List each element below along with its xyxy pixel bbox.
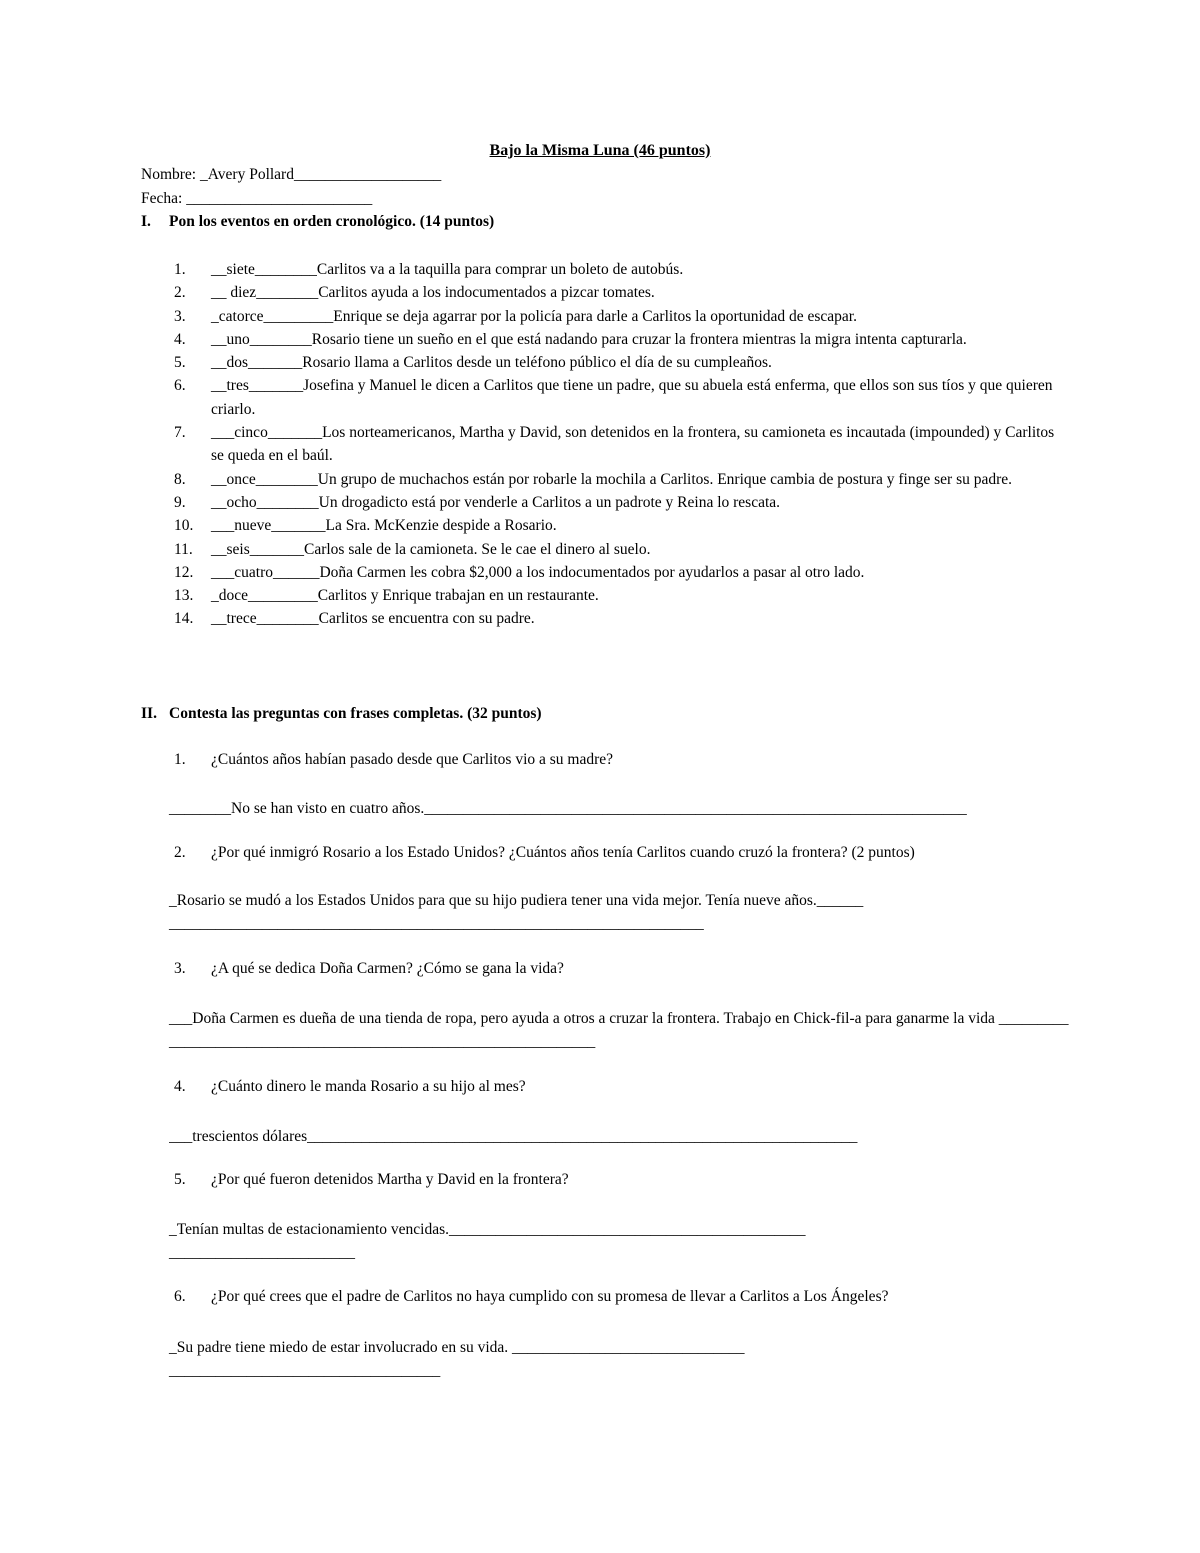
list-item: [141, 607, 1061, 630]
event-text[interactable]: __ diez________Carlitos ayuda a los indocumentados a pizcar tomates.: [211, 284, 655, 302]
section-2-title: Contesta las preguntas con frases completas. (32 puntos): [169, 705, 542, 722]
answer-1[interactable]: ________No se han visto en cuatro años.______________________________________________________________________: [169, 800, 967, 817]
event-text[interactable]: __trece________Carlitos se encuentra con su padre.: [211, 610, 535, 628]
question-5: [141, 1171, 569, 1189]
item-number: 5.: [174, 354, 186, 372]
item-number: 6.: [174, 377, 186, 395]
item-number: 9.: [174, 493, 186, 511]
list-item: [141, 584, 1061, 607]
list-item: [141, 374, 1061, 421]
question-4: [141, 1078, 526, 1096]
item-number: 4.: [174, 330, 186, 348]
item-number: 10.: [174, 517, 194, 535]
question-number: 6.: [174, 1288, 186, 1305]
question-3: [141, 960, 564, 978]
item-number: 1.: [174, 261, 186, 278]
events-list: [141, 258, 1061, 631]
item-number: 13.: [174, 587, 194, 605]
event-text[interactable]: __tres_______Josefina y Manuel le dicen a Carlitos que tiene un padre, que su abuela está enferma, que ellos son sus tíos y que quieren criarlo.: [211, 377, 1053, 418]
question-text: ¿Por qué fueron detenidos Martha y David en la frontera?: [211, 1171, 569, 1188]
fecha-row: [141, 190, 372, 208]
section-2-heading: [141, 705, 542, 723]
section-2-number: II.: [141, 705, 157, 722]
event-text[interactable]: __ocho________Un drogadicto está por venderle a Carlitos a un padrote y Reina lo rescata.: [211, 493, 781, 511]
nombre-label: Nombre:: [141, 166, 197, 183]
answer-3[interactable]: ___Doña Carmen es dueña de una tienda de ropa, pero ayuda a otros a cruzar la frontera. Trabajo en Chick-fil-a para ganarme la vida ________________________________________________________________: [169, 1010, 1069, 1051]
list-item: [141, 491, 1061, 514]
section-1-heading: [141, 213, 494, 231]
page-title: Bajo la Misma Luna (46 puntos): [489, 142, 711, 159]
event-text[interactable]: __uno________Rosario tiene un sueño en el que está nadando para cruzar la frontera mientras la migra intenta capturarla.: [211, 330, 967, 348]
list-item: [141, 561, 1061, 584]
list-item: [141, 421, 1061, 468]
event-text[interactable]: ___cuatro______Doña Carmen les cobra $2,000 a los indocumentados por ayudarlos a pasar al otro lado.: [211, 563, 865, 581]
item-number: 8.: [174, 470, 186, 488]
answer-4[interactable]: ___trescientos dólares_______________________________________________________________________: [169, 1128, 858, 1145]
nombre-field[interactable]: _Avery Pollard___________________: [199, 166, 442, 183]
item-number: 3.: [174, 307, 186, 325]
event-text[interactable]: __dos_______Rosario llama a Carlitos desde un teléfono público el día de su cumpleaños.: [211, 354, 772, 372]
item-number: 11.: [174, 540, 193, 558]
event-text[interactable]: _doce_________Carlitos y Enrique trabajan en un restaurante.: [211, 587, 599, 605]
question-6: [141, 1288, 888, 1306]
list-item: [141, 328, 1061, 351]
fecha-label: Fecha:: [141, 190, 183, 207]
section-1-title: Pon los eventos en orden cronológico. (14 puntos): [169, 213, 495, 230]
event-text[interactable]: __once________Un grupo de muchachos están por robarle la mochila a Carlitos. Enrique cambia de postura y finge ser su padre.: [211, 470, 1013, 488]
list-item: [141, 538, 1061, 561]
question-2: [141, 844, 915, 862]
list-item: [141, 258, 1061, 281]
question-text: ¿A qué se dedica Doña Carmen? ¿Cómo se gana la vida?: [211, 960, 564, 977]
event-text[interactable]: ___nueve_______La Sra. McKenzie despide a Rosario.: [211, 517, 557, 535]
item-number: 2.: [174, 284, 186, 302]
list-item: [141, 281, 1061, 304]
list-item: [141, 305, 1061, 328]
section-1-number: I.: [141, 213, 151, 230]
item-number: 14.: [174, 610, 194, 628]
list-item: [141, 351, 1061, 374]
question-text: ¿Cuántos años habían pasado desde que Carlitos vio a su madre?: [211, 751, 614, 768]
nombre-row: [141, 166, 441, 184]
question-1: [141, 751, 613, 769]
event-text[interactable]: __seis_______Carlos sale de la camioneta. Se le cae el dinero al suelo.: [211, 540, 651, 558]
answer-6[interactable]: _Su padre tiene miedo de estar involucrado en su vida. _________________________________________________________________: [169, 1339, 745, 1380]
fecha-field[interactable]: ________________________: [186, 190, 373, 207]
item-number: 12.: [174, 563, 194, 581]
answer-5[interactable]: _Tenían multas de estacionamiento vencidas.______________________________________________________________________: [169, 1221, 806, 1262]
question-text: ¿Por qué inmigró Rosario a los Estado Unidos? ¿Cuántos años tenía Carlitos cuando cruzó la frontera? (2 puntos): [211, 844, 915, 861]
question-text: ¿Por qué crees que el padre de Carlitos no haya cumplido con su promesa de llevar a Carlitos a Los Ángeles?: [211, 1288, 889, 1305]
question-number: 4.: [174, 1078, 186, 1095]
item-number: 7.: [174, 424, 186, 442]
question-number: 2.: [174, 844, 186, 861]
event-text[interactable]: __siete________Carlitos va a la taquilla para comprar un boleto de autobús.: [211, 261, 684, 278]
question-text: ¿Cuánto dinero le manda Rosario a su hijo al mes?: [211, 1078, 526, 1095]
event-text[interactable]: _catorce_________Enrique se deja agarrar por la policía para darle a Carlitos la oportunidad de escapar.: [211, 307, 857, 325]
question-number: 3.: [174, 960, 186, 977]
list-item: [141, 468, 1061, 491]
list-item: [141, 514, 1061, 537]
answer-2[interactable]: _Rosario se mudó a los Estados Unidos para que su hijo pudiera tener una vida mejor. Tenía nueve años.___________________________________________________________________________: [169, 892, 864, 933]
question-number: 1.: [174, 751, 186, 768]
question-number: 5.: [174, 1171, 186, 1188]
event-text[interactable]: ___cinco_______Los norteamericanos, Martha y David, son detenidos en la frontera, su camioneta es incautada (impounded) y Carlitos se queda en el baúl.: [211, 424, 1055, 465]
